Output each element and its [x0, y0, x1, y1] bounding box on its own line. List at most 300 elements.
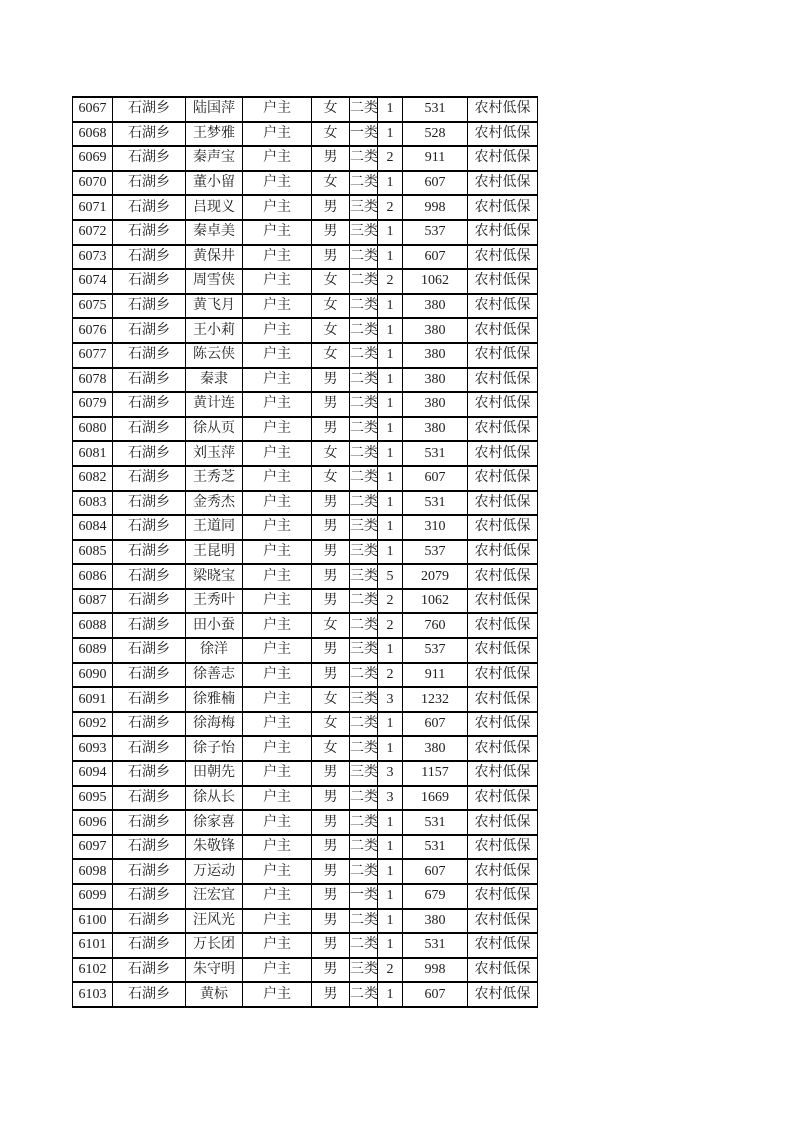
cell-welfare-type: 农村低保 [468, 318, 538, 343]
cell-amount: 380 [403, 294, 468, 319]
cell-person-name: 黄飞月 [186, 294, 243, 319]
cell-relation: 户主 [243, 417, 312, 442]
table-row [73, 441, 538, 466]
cell-township: 石湖乡 [113, 884, 186, 909]
cell-amount: 1062 [403, 269, 468, 294]
cell-relation: 户主 [243, 982, 312, 1007]
cell-record-id: 6092 [73, 712, 113, 737]
cell-category: 二类 [350, 245, 378, 270]
cell-welfare-type: 农村低保 [468, 146, 538, 171]
cell-relation: 户主 [243, 540, 312, 565]
cell-amount: 998 [403, 195, 468, 220]
cell-relation: 户主 [243, 589, 312, 614]
cell-person-name: 田小蚕 [186, 613, 243, 638]
cell-household-count: 1 [378, 491, 403, 516]
cell-household-count: 1 [378, 466, 403, 491]
cell-category: 二类 [350, 294, 378, 319]
table-row [73, 491, 538, 516]
cell-record-id: 6080 [73, 417, 113, 442]
table-row [73, 589, 538, 614]
cell-township: 石湖乡 [113, 466, 186, 491]
cell-welfare-type: 农村低保 [468, 195, 538, 220]
table-row [73, 368, 538, 393]
cell-gender: 女 [312, 712, 350, 737]
cell-person-name: 秦卓美 [186, 220, 243, 245]
cell-relation: 户主 [243, 122, 312, 147]
cell-relation: 户主 [243, 441, 312, 466]
cell-relation: 户主 [243, 638, 312, 663]
cell-township: 石湖乡 [113, 786, 186, 811]
cell-person-name: 黄保井 [186, 245, 243, 270]
cell-welfare-type: 农村低保 [468, 392, 538, 417]
cell-township: 石湖乡 [113, 122, 186, 147]
cell-amount: 531 [403, 810, 468, 835]
cell-record-id: 6067 [73, 97, 113, 122]
cell-amount: 911 [403, 663, 468, 688]
cell-amount: 607 [403, 466, 468, 491]
cell-category: 二类 [350, 712, 378, 737]
cell-record-id: 6097 [73, 835, 113, 860]
cell-record-id: 6088 [73, 613, 113, 638]
cell-household-count: 1 [378, 835, 403, 860]
cell-welfare-type: 农村低保 [468, 466, 538, 491]
cell-relation: 户主 [243, 368, 312, 393]
cell-gender: 女 [312, 687, 350, 712]
cell-amount: 528 [403, 122, 468, 147]
cell-person-name: 朱敬锋 [186, 835, 243, 860]
cell-relation: 户主 [243, 761, 312, 786]
cell-household-count: 2 [378, 613, 403, 638]
cell-person-name: 黄计连 [186, 392, 243, 417]
cell-relation: 户主 [243, 786, 312, 811]
cell-record-id: 6085 [73, 540, 113, 565]
cell-household-count: 1 [378, 294, 403, 319]
cell-township: 石湖乡 [113, 810, 186, 835]
cell-category: 三类 [350, 687, 378, 712]
table-row [73, 982, 538, 1007]
cell-gender: 男 [312, 933, 350, 958]
cell-person-name: 董小留 [186, 171, 243, 196]
cell-welfare-type: 农村低保 [468, 786, 538, 811]
cell-category: 二类 [350, 491, 378, 516]
cell-category: 一类 [350, 884, 378, 909]
cell-record-id: 6071 [73, 195, 113, 220]
cell-township: 石湖乡 [113, 171, 186, 196]
cell-record-id: 6102 [73, 958, 113, 983]
table-row [73, 195, 538, 220]
cell-gender: 男 [312, 859, 350, 884]
cell-township: 石湖乡 [113, 97, 186, 122]
cell-category: 二类 [350, 417, 378, 442]
cell-township: 石湖乡 [113, 663, 186, 688]
cell-record-id: 6074 [73, 269, 113, 294]
cell-relation: 户主 [243, 613, 312, 638]
cell-township: 石湖乡 [113, 638, 186, 663]
cell-person-name: 陈云侠 [186, 343, 243, 368]
cell-relation: 户主 [243, 958, 312, 983]
cell-household-count: 1 [378, 884, 403, 909]
cell-amount: 1062 [403, 589, 468, 614]
cell-township: 石湖乡 [113, 368, 186, 393]
cell-welfare-type: 农村低保 [468, 294, 538, 319]
cell-person-name: 徐善志 [186, 663, 243, 688]
cell-township: 石湖乡 [113, 589, 186, 614]
table-row [73, 663, 538, 688]
cell-welfare-type: 农村低保 [468, 687, 538, 712]
cell-township: 石湖乡 [113, 540, 186, 565]
cell-gender: 女 [312, 613, 350, 638]
cell-township: 石湖乡 [113, 736, 186, 761]
cell-category: 二类 [350, 859, 378, 884]
cell-amount: 380 [403, 392, 468, 417]
cell-record-id: 6077 [73, 343, 113, 368]
cell-household-count: 1 [378, 859, 403, 884]
cell-gender: 男 [312, 761, 350, 786]
cell-township: 石湖乡 [113, 687, 186, 712]
cell-welfare-type: 农村低保 [468, 884, 538, 909]
table-row [73, 122, 538, 147]
cell-person-name: 徐海梅 [186, 712, 243, 737]
cell-township: 石湖乡 [113, 146, 186, 171]
cell-household-count: 2 [378, 958, 403, 983]
cell-relation: 户主 [243, 195, 312, 220]
cell-household-count: 1 [378, 441, 403, 466]
cell-township: 石湖乡 [113, 318, 186, 343]
cell-gender: 男 [312, 220, 350, 245]
cell-person-name: 汪宏宜 [186, 884, 243, 909]
cell-person-name: 王秀叶 [186, 589, 243, 614]
cell-township: 石湖乡 [113, 859, 186, 884]
cell-category: 二类 [350, 736, 378, 761]
table-row [73, 220, 538, 245]
cell-household-count: 1 [378, 417, 403, 442]
cell-person-name: 吕现义 [186, 195, 243, 220]
cell-gender: 女 [312, 466, 350, 491]
table-row [73, 687, 538, 712]
cell-household-count: 2 [378, 195, 403, 220]
cell-relation: 户主 [243, 318, 312, 343]
cell-welfare-type: 农村低保 [468, 958, 538, 983]
cell-amount: 531 [403, 491, 468, 516]
cell-relation: 户主 [243, 564, 312, 589]
table-row [73, 318, 538, 343]
cell-record-id: 6070 [73, 171, 113, 196]
cell-household-count: 3 [378, 761, 403, 786]
cell-gender: 男 [312, 195, 350, 220]
cell-category: 二类 [350, 368, 378, 393]
cell-amount: 537 [403, 638, 468, 663]
cell-amount: 607 [403, 712, 468, 737]
cell-relation: 户主 [243, 171, 312, 196]
cell-township: 石湖乡 [113, 392, 186, 417]
cell-person-name: 周雪侠 [186, 269, 243, 294]
cell-household-count: 5 [378, 564, 403, 589]
cell-amount: 380 [403, 417, 468, 442]
cell-welfare-type: 农村低保 [468, 712, 538, 737]
cell-township: 石湖乡 [113, 613, 186, 638]
cell-welfare-type: 农村低保 [468, 933, 538, 958]
cell-welfare-type: 农村低保 [468, 515, 538, 540]
cell-welfare-type: 农村低保 [468, 441, 538, 466]
cell-record-id: 6076 [73, 318, 113, 343]
cell-welfare-type: 农村低保 [468, 810, 538, 835]
cell-amount: 537 [403, 220, 468, 245]
cell-record-id: 6095 [73, 786, 113, 811]
cell-amount: 1669 [403, 786, 468, 811]
table-row [73, 638, 538, 663]
table-row [73, 294, 538, 319]
cell-person-name: 刘玉萍 [186, 441, 243, 466]
cell-relation: 户主 [243, 515, 312, 540]
cell-gender: 男 [312, 786, 350, 811]
cell-category: 二类 [350, 97, 378, 122]
cell-category: 二类 [350, 663, 378, 688]
cell-relation: 户主 [243, 835, 312, 860]
cell-category: 三类 [350, 564, 378, 589]
cell-welfare-type: 农村低保 [468, 835, 538, 860]
cell-welfare-type: 农村低保 [468, 122, 538, 147]
cell-relation: 户主 [243, 712, 312, 737]
cell-relation: 户主 [243, 933, 312, 958]
cell-relation: 户主 [243, 810, 312, 835]
cell-record-id: 6098 [73, 859, 113, 884]
table-row [73, 810, 538, 835]
cell-relation: 户主 [243, 146, 312, 171]
cell-person-name: 陆国萍 [186, 97, 243, 122]
cell-amount: 380 [403, 368, 468, 393]
table-row [73, 958, 538, 983]
cell-relation: 户主 [243, 663, 312, 688]
cell-township: 石湖乡 [113, 958, 186, 983]
cell-category: 二类 [350, 171, 378, 196]
cell-household-count: 1 [378, 245, 403, 270]
cell-category: 三类 [350, 540, 378, 565]
cell-relation: 户主 [243, 294, 312, 319]
cell-amount: 911 [403, 146, 468, 171]
cell-welfare-type: 农村低保 [468, 613, 538, 638]
cell-township: 石湖乡 [113, 343, 186, 368]
table-row [73, 417, 538, 442]
cell-amount: 531 [403, 441, 468, 466]
cell-household-count: 3 [378, 786, 403, 811]
cell-gender: 男 [312, 417, 350, 442]
cell-category: 二类 [350, 982, 378, 1007]
cell-record-id: 6093 [73, 736, 113, 761]
cell-gender: 男 [312, 368, 350, 393]
cell-person-name: 万长团 [186, 933, 243, 958]
cell-township: 石湖乡 [113, 245, 186, 270]
cell-category: 二类 [350, 269, 378, 294]
cell-relation: 户主 [243, 687, 312, 712]
cell-gender: 男 [312, 638, 350, 663]
cell-amount: 679 [403, 884, 468, 909]
cell-record-id: 6081 [73, 441, 113, 466]
table-row [73, 564, 538, 589]
cell-category: 二类 [350, 810, 378, 835]
cell-relation: 户主 [243, 859, 312, 884]
cell-household-count: 1 [378, 909, 403, 934]
cell-category: 一类 [350, 122, 378, 147]
cell-township: 石湖乡 [113, 564, 186, 589]
cell-person-name: 徐家喜 [186, 810, 243, 835]
cell-person-name: 徐从页 [186, 417, 243, 442]
cell-record-id: 6073 [73, 245, 113, 270]
cell-category: 二类 [350, 613, 378, 638]
cell-welfare-type: 农村低保 [468, 909, 538, 934]
cell-township: 石湖乡 [113, 712, 186, 737]
cell-record-id: 6075 [73, 294, 113, 319]
cell-township: 石湖乡 [113, 761, 186, 786]
cell-amount: 1157 [403, 761, 468, 786]
cell-record-id: 6078 [73, 368, 113, 393]
cell-welfare-type: 农村低保 [468, 269, 538, 294]
cell-township: 石湖乡 [113, 441, 186, 466]
cell-gender: 女 [312, 294, 350, 319]
cell-relation: 户主 [243, 220, 312, 245]
cell-welfare-type: 农村低保 [468, 982, 538, 1007]
cell-gender: 女 [312, 97, 350, 122]
cell-person-name: 王梦雅 [186, 122, 243, 147]
cell-amount: 531 [403, 97, 468, 122]
cell-household-count: 1 [378, 933, 403, 958]
cell-category: 二类 [350, 441, 378, 466]
cell-amount: 380 [403, 909, 468, 934]
cell-amount: 607 [403, 982, 468, 1007]
cell-township: 石湖乡 [113, 515, 186, 540]
table-row [73, 613, 538, 638]
cell-category: 二类 [350, 786, 378, 811]
cell-record-id: 6086 [73, 564, 113, 589]
cell-category: 二类 [350, 835, 378, 860]
cell-gender: 男 [312, 810, 350, 835]
cell-welfare-type: 农村低保 [468, 859, 538, 884]
cell-record-id: 6094 [73, 761, 113, 786]
cell-township: 石湖乡 [113, 417, 186, 442]
table-row [73, 97, 538, 122]
cell-category: 三类 [350, 195, 378, 220]
cell-category: 三类 [350, 220, 378, 245]
cell-amount: 607 [403, 171, 468, 196]
cell-gender: 女 [312, 318, 350, 343]
cell-household-count: 2 [378, 663, 403, 688]
cell-relation: 户主 [243, 466, 312, 491]
cell-welfare-type: 农村低保 [468, 97, 538, 122]
cell-gender: 男 [312, 540, 350, 565]
cell-relation: 户主 [243, 392, 312, 417]
cell-gender: 女 [312, 343, 350, 368]
cell-category: 二类 [350, 933, 378, 958]
cell-welfare-type: 农村低保 [468, 491, 538, 516]
cell-gender: 女 [312, 122, 350, 147]
cell-person-name: 徐子怡 [186, 736, 243, 761]
cell-category: 二类 [350, 466, 378, 491]
cell-person-name: 万运动 [186, 859, 243, 884]
cell-relation: 户主 [243, 343, 312, 368]
cell-person-name: 王秀芝 [186, 466, 243, 491]
cell-record-id: 6082 [73, 466, 113, 491]
table-row [73, 269, 538, 294]
cell-amount: 310 [403, 515, 468, 540]
cell-township: 石湖乡 [113, 933, 186, 958]
cell-amount: 1232 [403, 687, 468, 712]
cell-gender: 男 [312, 491, 350, 516]
table-row [73, 884, 538, 909]
cell-relation: 户主 [243, 245, 312, 270]
cell-category: 二类 [350, 392, 378, 417]
cell-category: 三类 [350, 761, 378, 786]
cell-welfare-type: 农村低保 [468, 638, 538, 663]
cell-township: 石湖乡 [113, 982, 186, 1007]
table-row [73, 343, 538, 368]
table-row [73, 761, 538, 786]
cell-gender: 男 [312, 515, 350, 540]
cell-gender: 男 [312, 909, 350, 934]
cell-household-count: 1 [378, 97, 403, 122]
table-row [73, 909, 538, 934]
cell-gender: 男 [312, 958, 350, 983]
cell-gender: 女 [312, 736, 350, 761]
cell-household-count: 1 [378, 540, 403, 565]
cell-welfare-type: 农村低保 [468, 368, 538, 393]
table-body [73, 97, 538, 1007]
cell-record-id: 6087 [73, 589, 113, 614]
cell-record-id: 6100 [73, 909, 113, 934]
cell-gender: 男 [312, 835, 350, 860]
cell-person-name: 汪风光 [186, 909, 243, 934]
cell-welfare-type: 农村低保 [468, 417, 538, 442]
cell-gender: 男 [312, 982, 350, 1007]
table-row [73, 540, 538, 565]
cell-welfare-type: 农村低保 [468, 761, 538, 786]
cell-amount: 607 [403, 245, 468, 270]
cell-category: 二类 [350, 589, 378, 614]
cell-person-name: 徐洋 [186, 638, 243, 663]
cell-household-count: 1 [378, 515, 403, 540]
cell-amount: 380 [403, 318, 468, 343]
cell-household-count: 1 [378, 638, 403, 663]
cell-welfare-type: 农村低保 [468, 564, 538, 589]
cell-household-count: 1 [378, 368, 403, 393]
cell-welfare-type: 农村低保 [468, 663, 538, 688]
cell-amount: 531 [403, 835, 468, 860]
cell-gender: 女 [312, 441, 350, 466]
cell-household-count: 1 [378, 343, 403, 368]
cell-record-id: 6091 [73, 687, 113, 712]
cell-amount: 998 [403, 958, 468, 983]
cell-welfare-type: 农村低保 [468, 171, 538, 196]
cell-township: 石湖乡 [113, 195, 186, 220]
cell-household-count: 1 [378, 171, 403, 196]
cell-household-count: 2 [378, 589, 403, 614]
cell-welfare-type: 农村低保 [468, 540, 538, 565]
table-row [73, 933, 538, 958]
cell-welfare-type: 农村低保 [468, 589, 538, 614]
cell-township: 石湖乡 [113, 294, 186, 319]
cell-household-count: 1 [378, 982, 403, 1007]
cell-relation: 户主 [243, 491, 312, 516]
cell-household-count: 1 [378, 392, 403, 417]
cell-welfare-type: 农村低保 [468, 736, 538, 761]
table-row [73, 515, 538, 540]
cell-gender: 男 [312, 146, 350, 171]
cell-amount: 537 [403, 540, 468, 565]
cell-person-name: 田朝先 [186, 761, 243, 786]
cell-welfare-type: 农村低保 [468, 220, 538, 245]
cell-category: 三类 [350, 515, 378, 540]
cell-category: 二类 [350, 146, 378, 171]
cell-relation: 户主 [243, 269, 312, 294]
cell-relation: 户主 [243, 884, 312, 909]
